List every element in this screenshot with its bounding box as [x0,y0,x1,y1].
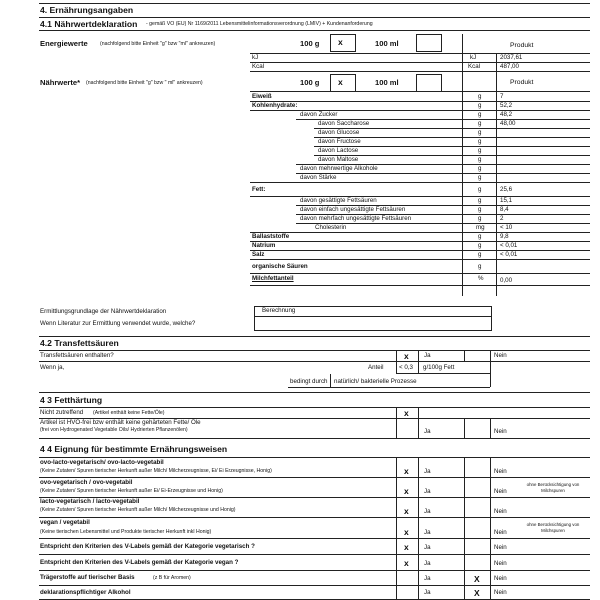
diet-label: vegan / vegetabil [40,519,90,526]
diet-label: deklarationspflichtiger Alkohol [40,589,131,596]
rule [39,554,590,555]
fett-r1-label: Nicht zutreffend [40,409,84,416]
nutrient-unit: g [478,251,482,258]
rule [296,173,590,174]
diet-note: (Keine tierischen Lebensmittel und Produkte tierischer Herkunft inkl Honig) [40,529,212,535]
nutrient-label: davon Fructose [318,138,361,145]
rule [250,232,590,233]
bedingt-label: bedingt durch [290,378,328,385]
nutrient-label: davon Saccharose [318,120,370,127]
section-4-2-title: 4.2 Transfettsäuren [40,338,119,348]
nutrient-value: 7 [500,93,504,100]
rule [39,407,590,408]
col-divider [418,407,419,438]
energie-label: Energiewerte [40,39,88,48]
fett-r2-ja: Ja [424,428,431,435]
rule [39,350,590,351]
rule [250,53,590,54]
fett-r2-nein: Nein [494,428,507,435]
rule [396,373,490,374]
ermittlung-label: Ermittlungsgrundlage der Nährwertdeklaration [40,308,167,315]
rule [39,438,590,439]
wenn-ja-label: Wenn ja, [40,364,65,371]
rule [39,457,590,458]
naehr-note: (nachfolgend bitte Einheit "g" bzw " ml" ankreuzen) [86,80,203,86]
diet-ja-mark[interactable]: x [404,542,409,552]
nutrient-label: Fett: [252,186,266,193]
diet-ja: Ja [424,544,431,551]
diet-label: Entspricht den Kriterien des V-Labels gemäß der Kategorie vegan ? [40,559,239,566]
kcal-label: Kcal [252,63,265,70]
diet-note: (Keine Zutaten/ Spuren tierischer Herkunft außer Ei/ Ei-Erzeugnisse und Honig) [40,488,223,494]
diet-ja-mark[interactable]: x [404,558,409,568]
checkbox-mark: x [338,37,343,47]
unit-100g-label: 100 g [300,78,320,87]
nutrient-label: Salz [252,251,265,258]
naehr-label: Nährwerte* [40,78,81,87]
section-4-1-subtitle: - gemäß VO (EU) Nr 1169/2011 Lebensmittelinformationsverordnung (LMIV) + Kundenanforderung [146,21,373,27]
diet-ja-mark[interactable]: x [404,486,409,496]
nutrient-label: davon Lactose [318,147,359,154]
transfett-nein: Nein [494,352,507,359]
fett-r1-note: (Artikel enthält keine Fette/Öle) [93,410,165,416]
anteil-value: < 0,3 [399,364,413,371]
nutrient-value: 25,6 [500,186,513,193]
col-divider [462,34,463,296]
ermittlung-value: Berechnung [262,307,296,314]
nutrient-unit: g [478,93,482,100]
diet-nein: Nein [494,468,507,475]
transfett-ja-mark[interactable]: x [404,351,409,361]
nutrient-value: 52,2 [500,102,513,109]
nutrient-value: 2 [500,215,504,222]
diet-label: Trägerstoffe auf tierischer Basis [40,574,135,581]
diet-nein: Nein [494,529,507,536]
diet-ja: Ja [424,529,431,536]
diet-ja: Ja [424,488,431,495]
nutrient-value: < 0,01 [500,251,518,258]
nutrient-value: 0,00 [500,277,513,284]
checkbox-100ml-energie[interactable] [416,34,442,52]
rule [39,585,590,586]
nutrient-label: davon Maltose [318,156,359,163]
diet-ja-mark[interactable]: x [404,466,409,476]
rule [250,182,590,183]
nutrient-value: 48,00 [500,120,516,127]
col-divider [418,350,419,374]
nutrient-unit: g [478,174,482,181]
diet-side-note: ohne Berücksichtigung von Milchspuren [526,522,580,533]
unit-100g-label: 100 g [300,39,320,48]
nutrient-unit: g [478,197,482,204]
diet-nein: Nein [494,575,507,582]
col-divider [396,457,397,600]
nutrient-label: davon Zucker [300,111,338,118]
section-4-1-title: 4.1 Nährwertdeklaration [40,19,138,29]
kj-value: 2037,61 [500,54,523,61]
rule [250,285,590,286]
diet-ja-mark[interactable]: x [404,527,409,537]
diet-label: Entspricht den Kriterien des V-Labels gemäß der Kategorie vegetarisch ? [40,543,255,550]
col-divider [464,350,465,361]
col-divider [418,457,419,600]
nutrient-unit: g [478,111,482,118]
rule [250,259,590,260]
unit-100ml-label: 100 ml [375,78,399,87]
nutrient-label: Eiweiß [252,93,272,100]
diet-nein: Nein [494,488,507,495]
diet-ja-mark[interactable]: x [404,506,409,516]
fett-r2-label: Artikel ist HVO-frei bzw enthält keine gehärteten Fette/ Öle [40,419,201,426]
rule [250,91,590,92]
rule [250,241,590,242]
diet-label: ovo-lacto-vegetarisch/ ovo-lacto-vegetabil [40,459,164,466]
nutrient-label: davon einfach ungesättigte Fettsäuren [300,206,406,213]
top-rule [39,3,590,4]
section-4-4-title: 4 4 Eignung für bestimmte Ernährungsweisen [40,444,228,454]
rule [39,336,590,337]
section-title: 4. Ernährungsangaben [40,5,134,15]
diet-nein: Nein [494,560,507,567]
produkt-header: Produkt [510,79,534,86]
fett-r2-note: (frei von Hydrogenated Vegetable Oils/ Hydrierten Pflanzenölen) [40,427,188,433]
rule [39,538,590,539]
rule [39,392,590,393]
checkbox-100g-energie[interactable] [330,34,356,52]
rule [250,273,590,274]
nutrient-unit: g [478,120,482,127]
unit-100ml-label: 100 ml [375,39,399,48]
nutrient-unit: g [478,165,482,172]
diet-ja: Ja [424,589,431,596]
section-4-3-title: 4 3 Fetthärtung [40,395,103,405]
diet-label: ovo-vegetarisch / ovo-vegetabil [40,479,133,486]
nutrient-unit: % [478,275,484,282]
kj-label: kJ [252,54,259,61]
nutrient-unit: g [478,147,482,154]
diet-side-note: ohne Berücksichtigung von Milchspuren [526,482,580,493]
col-divider [396,350,397,374]
nutrient-label: Kohlenhydrate: [252,102,298,109]
nutrient-unit: g [478,186,482,193]
col-divider [490,418,491,438]
rule [250,101,590,102]
diet-nein: Nein [494,544,507,551]
nutrient-label: davon mehrwertige Alkohole [300,165,378,172]
nutrient-unit: g [478,242,482,249]
nutrient-unit: mg [476,224,485,231]
nutrient-unit: g [478,156,482,163]
rule [250,250,590,251]
nutrient-unit: g [478,215,482,222]
nutrient-label: davon gesättigte Fettsäuren [300,197,377,204]
nutrient-label: davon Stärke [300,174,337,181]
kcal-unit: Kcal [468,63,481,70]
checkbox-mark: x [338,77,343,87]
col-divider [464,457,465,600]
diet-note: (z B für Aromen) [153,575,191,581]
rule [39,30,590,31]
nutrient-label: davon mehrfach ungesättigte Fettsäuren [300,215,412,222]
nutrient-value: 15,1 [500,197,513,204]
rule [39,361,590,362]
diet-nein-mark[interactable]: X [474,574,480,584]
col-divider [490,350,491,387]
nutrient-unit: g [478,138,482,145]
rule [39,477,590,478]
produkt-header: Produkt [510,42,534,49]
col-divider [490,457,491,600]
diet-nein: Nein [494,508,507,515]
diet-label: lacto-vegetarisch / lacto-vegetabil [40,498,140,505]
checkbox-100g-naehr[interactable] [330,74,356,92]
nutrient-value: 48,2 [500,111,513,118]
nutrient-label: Milchfettanteil [252,275,294,282]
checkbox-100ml-naehr[interactable] [416,74,442,92]
diet-note: (Keine Zutaten/ Spuren tierischer Herkunft außer Milch/ Milcherzeugnisse, Ei/ Ei Erzeugnisse, Honig) [40,468,272,474]
nutrient-unit: g [478,233,482,240]
nutrient-label: Natrium [252,242,276,249]
nutrient-unit: g [478,263,482,270]
rule [288,387,490,388]
energie-note: (nachfolgend bitte Einheit "g" bzw "ml" ankreuzen) [100,41,216,47]
literatur-label: Wenn Literatur zur Ermittlung verwendet wurde, welche? [40,320,196,327]
rule [39,570,590,571]
rule [39,17,590,18]
diet-ja: Ja [424,560,431,567]
nutrient-value: < 0,01 [500,242,518,249]
rule [250,62,590,63]
transfett-ja: Ja [424,352,431,359]
fett-r1-mark[interactable]: x [404,408,409,418]
kcal-value: 487,00 [500,63,519,70]
nutrient-label: organische Säuren [252,263,308,270]
literatur-field[interactable] [254,316,492,331]
nutrient-value: 8,4 [500,206,509,213]
diet-note: (Keine Zutaten/ Spuren tierischer Herkunft außer Milch/ Milcherzeugnisse und Honig) [40,507,236,513]
rule [39,517,590,518]
diet-ja: Ja [424,508,431,515]
diet-ja: Ja [424,575,431,582]
nutrient-unit: g [478,102,482,109]
col-divider [396,407,397,438]
col-divider [464,418,465,438]
nutrient-label: davon Glucose [318,129,360,136]
anteil-label: Anteil [368,364,384,371]
kj-unit: kJ [470,54,477,61]
nutrient-label: Ballaststoffe [252,233,290,240]
col-divider [330,374,331,387]
nutrient-value: 9,8 [500,233,509,240]
diet-nein: Nein [494,589,507,596]
anteil-unit: g/100g Fett [423,364,455,371]
rule [250,71,590,72]
nutrient-value: < 10 [500,224,513,231]
bedingt-value: natürlich/ bakterielle Prozesse [334,378,417,385]
diet-nein-mark[interactable]: X [474,588,480,598]
nutrient-label: Cholesterin [315,224,347,231]
transfett-question: Transfettsäuren enthalten? [40,352,114,359]
nutrient-unit: g [478,206,482,213]
diet-ja: Ja [424,468,431,475]
nutrient-unit: g [478,129,482,136]
